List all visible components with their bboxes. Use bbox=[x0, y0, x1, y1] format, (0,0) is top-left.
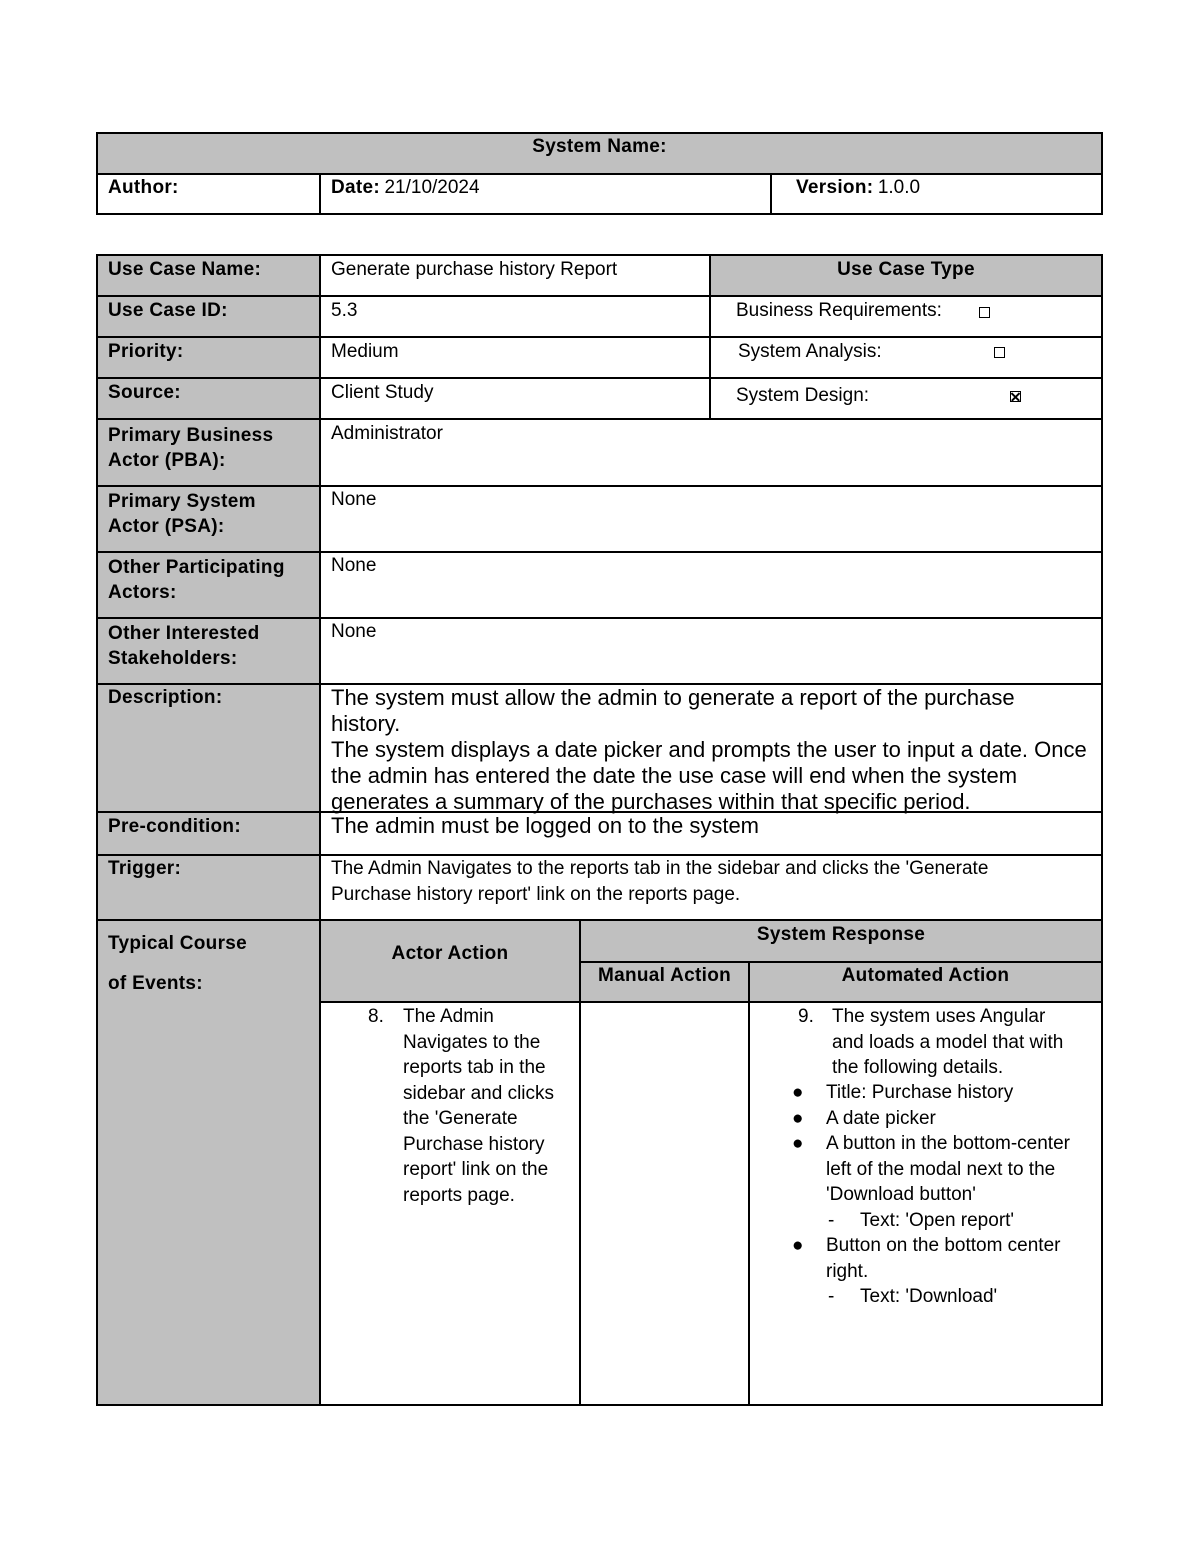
business-requirements-checkbox[interactable] bbox=[979, 307, 990, 318]
other-interested-value: None bbox=[331, 621, 377, 642]
list-item: ● A date picker bbox=[788, 1106, 1100, 1132]
system-step-number: 9. bbox=[798, 1006, 814, 1027]
events-label: Typical Course of Events: bbox=[108, 933, 247, 994]
source-value: Client Study bbox=[331, 382, 434, 403]
author-label: Author: bbox=[108, 177, 179, 198]
pba-label: Primary Business Actor (PBA): bbox=[108, 425, 274, 471]
psa-label: Primary System Actor (PSA): bbox=[108, 491, 256, 537]
description-label: Description: bbox=[108, 687, 223, 708]
list-item: ● A button in the bottom-center left of the modal next to the 'Download button' - Text: 'Open report' bbox=[788, 1131, 1100, 1233]
use-case-id-label: Use Case ID: bbox=[108, 300, 228, 321]
list-item: ● Button on the bottom center right. - Text: 'Download' bbox=[788, 1233, 1100, 1310]
trigger-value: The Admin Navigates to the reports tab in the sidebar and clicks the 'Generate Purchase history report' link on the reports page. bbox=[331, 858, 989, 905]
source-label: Source: bbox=[108, 382, 181, 403]
use-case-name-label: Use Case Name: bbox=[108, 259, 262, 280]
bullet-icon: ● bbox=[792, 1107, 804, 1129]
manual-action-header: Manual Action bbox=[597, 965, 732, 986]
precondition-value: The admin must be logged on to the system bbox=[331, 813, 760, 838]
sub-list-item: - Text: 'Open report' bbox=[826, 1208, 1100, 1234]
system-name-label: System Name: bbox=[532, 136, 667, 157]
sub-list-item: - Text: 'Download' bbox=[826, 1284, 1100, 1310]
use-case-type-header: Use Case Type bbox=[837, 259, 975, 280]
version-label: Version: bbox=[796, 177, 874, 198]
system-response-header: System Response bbox=[756, 924, 926, 945]
type-system-design-label: System Design: bbox=[736, 385, 870, 406]
bullet-icon: ● bbox=[792, 1235, 804, 1256]
date-value: 21/10/2024 bbox=[384, 177, 480, 198]
system-step-text: The system uses Angular and loads a model that with the following details. bbox=[832, 1006, 1064, 1078]
system-analysis-checkbox[interactable] bbox=[994, 347, 1005, 358]
trigger-label: Trigger: bbox=[108, 858, 182, 879]
type-business-requirements-label: Business Requirements: bbox=[736, 300, 942, 321]
dash-icon: - bbox=[828, 1286, 835, 1307]
other-participating-label: Other Participating Actors: bbox=[108, 557, 285, 603]
use-case-id-value: 5.3 bbox=[331, 300, 358, 321]
automated-action-header: Automated Action bbox=[841, 965, 1010, 986]
bullet-icon: ● bbox=[792, 1082, 804, 1103]
precondition-label: Pre-condition: bbox=[108, 816, 241, 837]
list-item: ● Title: Purchase history bbox=[788, 1080, 1100, 1106]
actor-step-text: The Admin Navigates to the reports tab in the sidebar and clicks the 'Generate Purchase history report' link on the reports page. bbox=[403, 1006, 555, 1206]
version-value: 1.0.0 bbox=[877, 177, 921, 198]
other-interested-label: Other Interested Stakeholders: bbox=[108, 623, 260, 669]
type-system-analysis-label: System Analysis: bbox=[738, 341, 882, 362]
version-field bbox=[796, 177, 920, 199]
pba-value: Administrator bbox=[331, 423, 443, 444]
dash-icon: - bbox=[828, 1209, 835, 1231]
bullet-icon: ● bbox=[792, 1133, 804, 1154]
priority-value: Medium bbox=[331, 341, 399, 362]
use-case-name-value: Generate purchase history Report bbox=[331, 259, 618, 280]
description-value: The system must allow the admin to generate a report of the purchase history. The system displays a date picker and prompts the user to input a date. Once the admin has entered the date the use case will end when the system generates a summary of the purchases within that specific period. bbox=[331, 685, 1087, 814]
actor-action-header: Actor Action bbox=[391, 943, 509, 964]
date-field bbox=[331, 177, 480, 199]
actor-step-number: 8. bbox=[368, 1006, 384, 1027]
system-design-checkbox-checked[interactable] bbox=[1010, 391, 1021, 402]
psa-value: None bbox=[331, 489, 377, 510]
date-label: Date: bbox=[331, 177, 381, 198]
details-list bbox=[788, 1080, 1100, 1310]
priority-label: Priority: bbox=[108, 341, 184, 362]
other-participating-value: None bbox=[331, 555, 377, 576]
